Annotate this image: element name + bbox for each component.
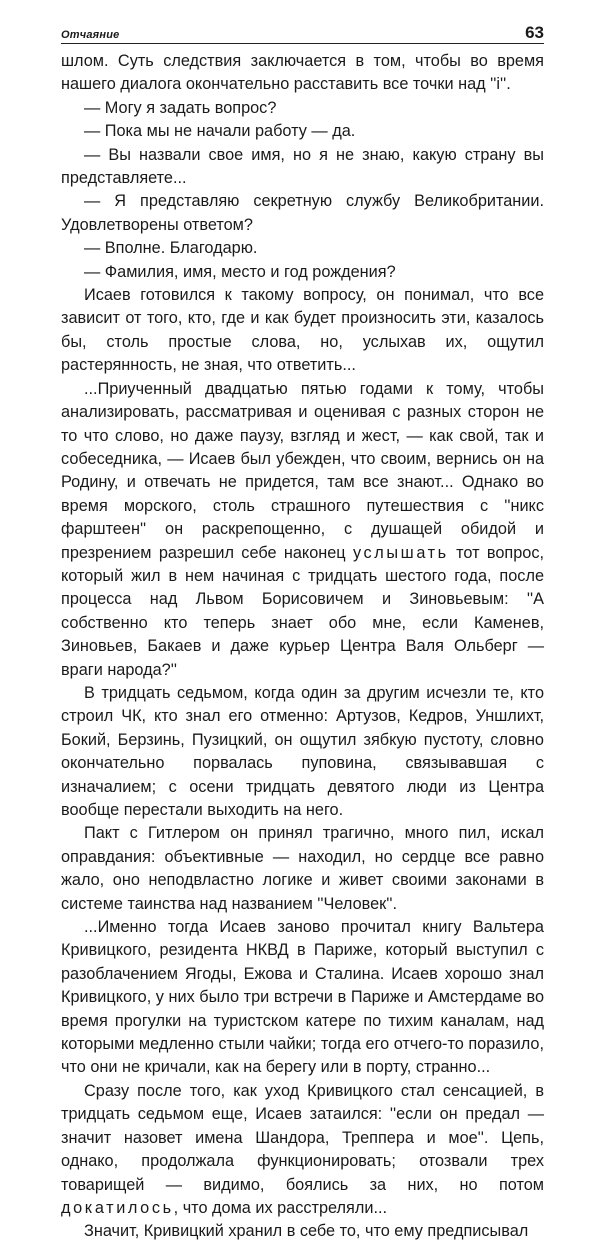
paragraph: В тридцать седьмом, когда один за другим исчезли те, кто строил ЧК, кто знал его отменно: Артузов, Кедров, Уншлихт, Бокий, Берзинь, Пузицкий, он ощутил зябкую пустоту, словно окончательно порвалась пуповина, связывавшая с изначалием; с осени тридцать девятого люди из Центра вообще перестали выходить на него.: [61, 683, 544, 819]
dialogue-line: — Фамилия, имя, место и год рождения?: [84, 262, 396, 281]
running-title: Отчаяние: [61, 29, 120, 41]
paragraph: шлом. Суть следствия заключается в том, чтобы во время нашего диалога окончательно расставить все точки над ''i''.: [61, 52, 544, 94]
emphasized-word: докатилось: [61, 1198, 174, 1217]
text-run: ...Приученный двадцатью пятью годами к тому, чтобы анализировать, рассматривая и оценивая с разных сторон не то что слово, но даже паузу, взгляд и жест, — как свой, так и собеседника, — Исаев был убежден, что своим, вернись он на Родину, и отвечать не придется, там все знают... Однако во время морского, столь страшного путешествия с ''никс фарштеен'' он раскрепощенно, с душащей обидой и презрением разрешил себе наконец: [61, 379, 544, 562]
paragraph: [61, 1080, 544, 1220]
paragraph: Значит, Кривицкий хранил в себе то, что ему предписывал: [84, 1222, 529, 1241]
body-text: [61, 50, 544, 1244]
dialogue-line: — Я представляю секретную службу Великобритании. Удовлетворены ответом?: [61, 192, 544, 234]
dialogue-line: — Вы назвали свое имя, но я не знаю, какую страну вы представляете...: [61, 145, 544, 188]
book-page: [61, 22, 544, 1244]
text-run: тот вопрос, который жил в нем начиная с тридцать шестого года, после процесса над Львом Борисовичем и Зиновьевым: ''А собственно кто теперь знает обо мне, если Каменев, Зиновьев, Бакаев и даже курьер Центра Валя Ольберг — враги народа?'': [61, 543, 544, 679]
text-run: Сразу после того, как уход Кривицкого стал сенсацией, в тридцать седьмом еще, Исаев затаился: ''если он предал — значит назовет имена Шандора, Треппера и мое''. Цепь, однако, продолжала функционировать; отозвали трех товарищей — видимо, боялись за них, но потом: [61, 1081, 544, 1194]
paragraph: Пакт с Гитлером он принял трагично, много пил, искал оправдания: объективные — находил, но сердце все равно жало, оно неподвластно логике и живет своими законами в системе таинства над названием ''Человек''.: [61, 824, 544, 913]
text-run: , что дома их расстреляли...: [173, 1198, 388, 1217]
paragraph: Исаев готовился к такому вопросу, он понимал, что все зависит от того, кто, где и как будет произносить эти, казалось бы, столь простые слова, но, услыхав их, ощутил растерянность, не зная, что ответить...: [61, 286, 544, 375]
dialogue-line: — Могу я задать вопрос?: [84, 98, 277, 117]
page-number: 63: [525, 23, 544, 42]
paragraph: [61, 378, 544, 682]
emphasized-word: услышать: [352, 543, 449, 562]
running-header: [61, 22, 544, 44]
paragraph: ...Именно тогда Исаев заново прочитал книгу Вальтера Кривицкого, резидента НКВД в Париже, который выступил с разоблачением Ягоды, Ежова и Сталина. Исаев хорошо знал Кривицкого, у них было три встречи в Париже и Амстердаме во время прогулки на туристском катере по тихим каналам, над которыми медленно стыли чайки; тогда его отчего-то поразило, что они не кричали, как на берегу или в порту, странно...: [61, 918, 544, 1077]
dialogue-line: — Пока мы не начали работу — да.: [84, 122, 356, 141]
dialogue-line: — Вполне. Благодарю.: [84, 239, 258, 258]
